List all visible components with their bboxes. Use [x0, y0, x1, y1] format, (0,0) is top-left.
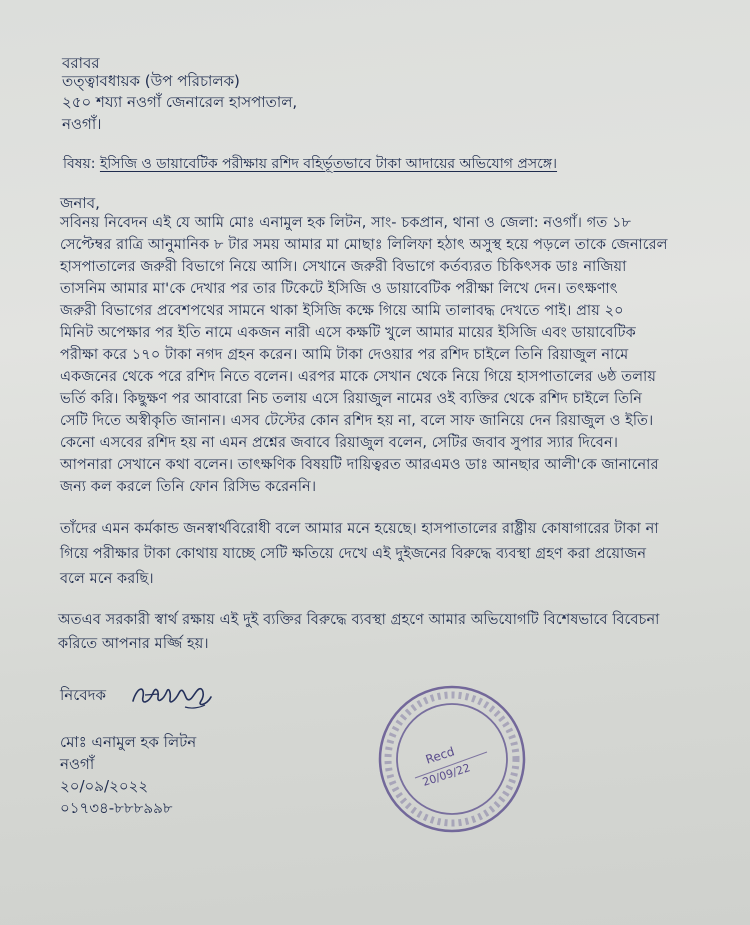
sender-phone: ০১৭৩৪-৮৮৮৯৯৮: [60, 799, 173, 817]
recipient-designation: তত্ত্বাবধায়ক (উপ পরিচালক): [62, 72, 240, 90]
salutation-to: বরাবর: [62, 54, 100, 72]
paragraph-line: সেপ্টেম্বর রাত্রি আনুমানিক ৮ টার সময় আমার মা মোছাঃ লিলিফা হঠাৎ অসুস্থ হয়ে পড়লে তাকে জেনারেল: [60, 237, 668, 253]
paragraph-line: তাসনিম আমার মা'কে দেখার পর তার টিকেটে ইসিজি ও ডায়াবেটিক পরীক্ষা লিখে দেন। তৎক্ষণাৎ: [60, 281, 618, 297]
paragraph-line: আপনারা সেখানে কথা বলেন। তাৎক্ষণিক বিষয়টি দায়িত্বরত আরএমও ডাঃ আনছার আলী'কে জানানোর: [60, 457, 659, 473]
paragraph-line: জন্য কল করলে তিনি ফোন রিসিভ করেননি।: [60, 479, 317, 495]
recipient-hospital: ২৫০ শয্যা নওগাঁ জেনারেল হাসপাতাল,: [62, 93, 298, 111]
stamp-received-text: Recd: [423, 744, 457, 767]
letter-date: ২০/০৯/২০২২: [60, 777, 149, 795]
subject-label: বিষয়:: [63, 156, 96, 172]
paragraph-line: করিতে আপনার মর্জ্জি হয়।: [58, 636, 209, 652]
signature-image: [125, 679, 215, 711]
subject-text: ইসিজি ও ডায়াবেটিক পরীক্ষায় রশিদ বহির্ভূতভাবে টাকা আদায়ের অভিযোগ প্রসঙ্গে।: [99, 156, 558, 172]
subject-line: [63, 155, 557, 173]
recipient-city: নওগাঁ।: [62, 115, 102, 133]
paragraph-line: মিনিট অপেক্ষার পর ইতি নামে একজন নারী এসে কক্ষটি খুলে আমার মায়ের ইসিজি এবং ডায়াবেটিক: [60, 325, 636, 341]
paragraph-line: পরীক্ষা করে ১৭০ টাকা নগদ গ্রহন করেন। আমি টাকা দেওয়ার পর রশিদ চাইলে তিনি রিয়াজুল নামে: [60, 347, 629, 363]
greeting: জনাব,: [60, 194, 100, 212]
paragraph-line: হাসপাতালের জরুরী বিভাগে নিয়ে আসি। সেখানে জরুরী বিভাগে কর্তব্যরত চিকিৎসক ডাঃ নাজিয়া: [60, 259, 627, 275]
paragraph-line: তাঁদের এমন কর্মকান্ড জনস্বার্থবিরোধী বলে আমার মনে হয়েছে। হাসপাতালের রাষ্ট্রীয় কোষাগারের টাকা না: [60, 521, 659, 537]
paragraph-line: সবিনয় নিবেদন এই যে আমি মোঃ এনামুল হক লিটন, সাং- চকপ্রান, থানা ও জেলা: নওগাঁ। গত ১৮: [60, 215, 632, 231]
paragraph-line: ভর্তি করি। কিছুক্ষণ পর আবারো নিচ তলায় এসে রিয়াজুল নামের ওই ব্যক্তির থেকে রশিদ চাইলে তিনি: [60, 391, 642, 407]
sender-name: মোঃ এনামুল হক লিটন: [60, 733, 197, 751]
paragraph-line: কেনো এসবের রশিদ হয় না এমন প্রশ্নের জবাবে রিয়াজুল বলেন, সেটির জবাব সুপার স্যার দিবেন।: [60, 435, 618, 451]
paragraph-line: বলে মনে করছি।: [60, 571, 154, 587]
received-stamp: [375, 682, 530, 837]
paragraph-line: গিয়ে পরীক্ষার টাকা কোথায় যাচ্ছে সেটি ক্ষতিয়ে দেখে এই দুইজনের বিরুদ্ধে ব্যবস্থা গ্রহণ করা প্রয়োজন: [60, 546, 647, 562]
closing-label: নিবেদক: [60, 686, 106, 704]
paragraph-line: একজনের থেকে পরে রশিদ নিতে বলেন। এরপর মাকে সেখান থেকে নিয়ে গিয়ে হাসপাতালের ৬ষ্ঠ তলায়: [60, 369, 656, 385]
stamp-date-text: 20/09/22: [420, 761, 472, 789]
paragraph-line: সেটি দিতে অস্বীকৃতি জানান। এসব টেস্টের কোন রশিদ হয় না, বলে সাফ জানিয়ে দেন রিয়াজুল ও ইতি।: [60, 413, 654, 429]
paragraph-line: জরুরী বিভাগের প্রবেশপথের সামনে থাকা ইসিজি কক্ষে গিয়ে আমি তালাবদ্ধ দেখতে পাই। প্রায় ২০: [60, 303, 624, 319]
sender-city: নওগাঁ: [60, 755, 95, 773]
paragraph-line: অতএব সরকারী স্বার্থ রক্ষায় এই দুই ব্যক্তির বিরুদ্ধে ব্যবস্থা গ্রহণে আমার অভিযোগটি বিশেষভাবে বিবেচনা: [58, 612, 660, 628]
